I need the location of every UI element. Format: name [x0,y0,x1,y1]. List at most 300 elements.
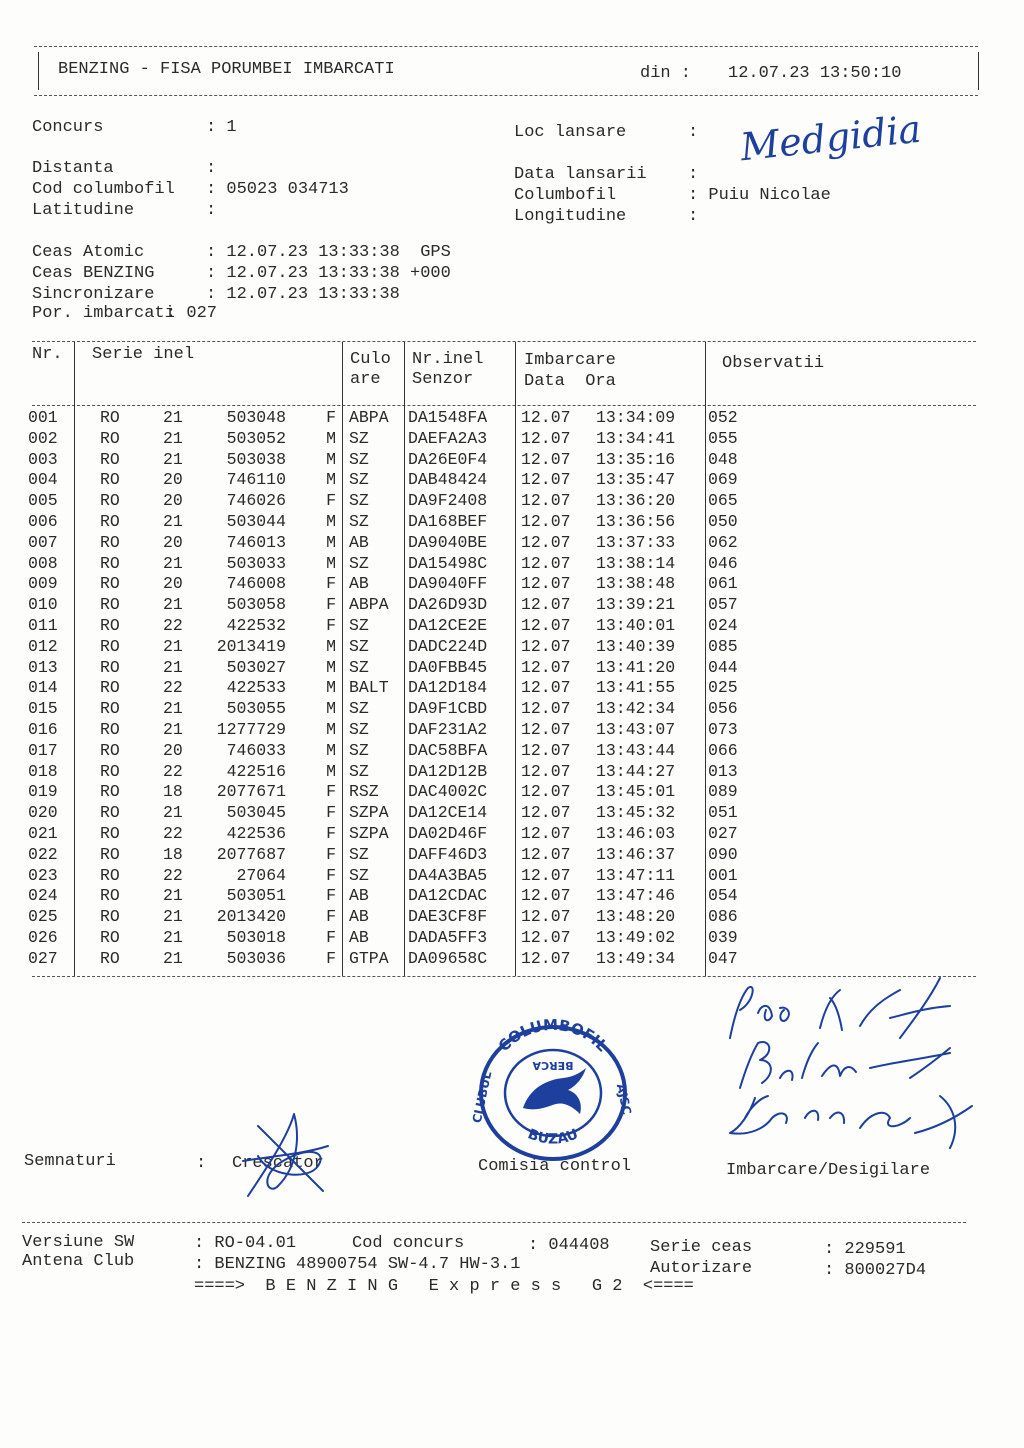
cell-time: 13:49:34 [596,948,676,968]
distanta-label: Distanta [32,159,114,178]
cell-sensor: DAC58BFA [408,740,488,760]
ceas-benzing-label: Ceas BENZING [32,264,155,283]
cell-time: 13:36:56 [596,512,676,531]
cell-nr: 008 [28,553,58,573]
cell-ring: 27064 [236,865,286,885]
cell-ring: 746013 [226,532,286,552]
th-culoare-1: Culo [350,350,391,369]
cell-obs: 057 [708,595,738,615]
cell-color: SZPA [349,824,389,843]
ceas-atomic-value: : 12.07.23 13:33:38 GPS [206,243,451,262]
cell-sensor: DADA5FF3 [408,928,488,947]
cell-color: GTPA [349,948,389,968]
cell-sensor: DA26D93D [408,595,488,615]
cell-time: 13:35:47 [596,470,676,490]
cell-color: SZ [349,844,369,864]
cell-color: SZ [349,512,369,531]
cell-color: SZ [349,657,369,677]
table-row [0,866,760,887]
cell-date: 12.07 [521,595,571,615]
cell-obs: 052 [708,408,738,427]
cell-nr: 003 [28,449,58,469]
cod-columbofil-label: Cod columbofil [32,180,175,199]
cell-year: 21 [163,699,183,719]
cell-time: 13:47:46 [596,886,676,906]
cell-obs: 046 [708,553,738,573]
cell-sex: M [326,678,336,698]
cell-ring: 503033 [226,553,286,573]
cell-ring: 422532 [226,616,286,635]
table-row [0,429,760,450]
cell-time: 13:36:20 [596,491,676,511]
table-row [0,741,760,762]
longitudine-value: : [688,207,699,226]
cell-sex: M [326,761,336,781]
imbarcare-signatures [710,968,980,1158]
cell-date: 12.07 [521,636,571,656]
cell-year: 20 [163,470,183,490]
cell-sex: M [326,470,336,490]
data-lansarii-label: Data lansarii [514,165,647,184]
cod-columbofil-value: : 05023 034713 [206,180,349,199]
cell-color: SZ [349,553,369,573]
cell-color: SZ [349,428,369,448]
cell-color: SZ [349,740,369,760]
cell-country: RO [100,657,120,677]
cell-ring: 746008 [226,574,286,594]
cell-date: 12.07 [521,657,571,677]
cell-color: SZ [349,699,369,719]
cell-sensor: DA9F2408 [408,491,488,511]
table-row [0,450,760,471]
cell-sex: F [326,886,336,906]
cell-sex: M [326,636,336,656]
cell-date: 12.07 [521,678,571,698]
cell-year: 22 [163,678,183,698]
footer-top-border [22,1222,966,1223]
table-header-border [32,405,976,406]
header-left-border [38,52,39,90]
cell-time: 13:48:20 [596,907,676,927]
cell-nr: 001 [28,408,58,427]
cell-sex: F [326,616,336,635]
cell-nr: 015 [28,699,58,719]
table-row [0,803,760,824]
cell-ring: 503058 [226,595,286,615]
cell-color: SZ [349,616,369,635]
stamp-inner-text: BERCA [532,1059,574,1072]
ceas-atomic-label: Ceas Atomic [32,243,145,262]
cell-sensor: DA09658C [408,948,488,968]
cell-ring: 422516 [226,761,286,781]
cell-nr: 017 [28,740,58,760]
antena-value: : BENZING 48900754 SW-4.7 HW-3.1 [194,1255,521,1274]
cell-date: 12.07 [521,491,571,511]
table-row [0,824,760,845]
club-stamp [468,1018,638,1168]
por-imbarcati-value: : 027 [166,304,218,323]
ceas-benzing-value: : 12.07.23 13:33:38 +000 [206,264,451,283]
data-lansarii-value: : [688,165,699,184]
cell-color: RSZ [349,782,379,802]
cell-time: 13:41:55 [596,678,676,698]
cell-sex: F [326,595,336,615]
header-top-border [34,46,978,47]
cell-time: 13:41:20 [596,657,676,677]
cell-nr: 005 [28,491,58,511]
cell-date: 12.07 [521,428,571,448]
cell-sensor: DAEFA2A3 [408,428,488,448]
cell-ring: 746110 [226,470,286,490]
cell-color: SZ [349,470,369,490]
cell-sensor: DAC4002C [408,782,488,802]
cell-date: 12.07 [521,699,571,719]
imbarcare-label: Imbarcare/Desigilare [726,1161,931,1180]
cell-country: RO [100,740,120,760]
latitudine-label: Latitudine [32,201,135,220]
header-bottom-border [34,95,978,96]
cell-sensor: DA9040BE [408,532,488,552]
cell-nr: 010 [28,595,58,615]
cell-year: 22 [163,824,183,843]
table-row [0,699,760,720]
cell-date: 12.07 [521,948,571,968]
cell-nr: 023 [28,865,58,885]
cell-date: 12.07 [521,886,571,906]
cell-time: 13:39:21 [596,595,676,615]
cell-nr: 006 [28,512,58,531]
cell-sex: M [326,532,336,552]
cell-color: AB [349,574,369,594]
cell-sex: F [326,824,336,843]
cell-country: RO [100,720,120,739]
cell-ring: 503038 [226,449,286,469]
cell-nr: 021 [28,824,58,843]
cell-sex: F [326,948,336,968]
cell-nr: 025 [28,907,58,927]
cell-sensor: DADC224D [408,636,488,656]
stamp-left-text: CLUBUL [469,1070,495,1125]
cell-country: RO [100,491,120,511]
cell-time: 13:44:27 [596,761,676,781]
cell-obs: 085 [708,636,738,656]
cell-ring: 422533 [226,678,286,698]
cell-nr: 012 [28,636,58,656]
cell-nr: 026 [28,928,58,947]
cell-sensor: DA168BEF [408,512,488,531]
cell-date: 12.07 [521,449,571,469]
cell-nr: 002 [28,428,58,448]
cell-ring: 503018 [226,928,286,947]
cell-sex: F [326,907,336,927]
cell-color: SZ [349,761,369,781]
cell-sex: F [326,782,336,802]
cell-obs: 065 [708,491,738,511]
cell-time: 13:35:16 [596,449,676,469]
cell-sex: M [326,553,336,573]
stamp-top-text: COLUMBOFIL [494,1018,612,1056]
cell-ring: 503055 [226,699,286,719]
cell-obs: 051 [708,803,738,823]
cell-ring: 503052 [226,428,286,448]
cell-year: 20 [163,574,183,594]
cell-time: 13:38:14 [596,553,676,573]
cell-obs: 073 [708,720,738,739]
cell-year: 20 [163,532,183,552]
cell-country: RO [100,595,120,615]
cell-color: SZ [349,636,369,656]
cell-sensor: DA15498C [408,553,488,573]
cell-time: 13:45:32 [596,803,676,823]
header-right-border [978,52,979,90]
cell-obs: 050 [708,512,738,531]
th-serie: Serie inel [92,345,195,364]
autorizare-label: Autorizare [650,1259,753,1278]
cell-sensor: DAFF46D3 [408,844,488,864]
semnaturi-label: Semnaturi [24,1152,116,1171]
cell-nr: 011 [28,616,58,635]
crescator-signature [228,1106,338,1206]
cell-country: RO [100,761,120,781]
cell-color: SZPA [349,803,389,823]
cell-time: 13:40:01 [596,616,676,635]
cell-date: 12.07 [521,532,571,552]
cell-year: 21 [163,657,183,677]
cell-sex: M [326,449,336,469]
cell-sensor: DAB48424 [408,470,488,490]
cell-sex: M [326,428,336,448]
table-row [0,678,760,699]
cell-date: 12.07 [521,761,571,781]
cell-ring: 503027 [226,657,286,677]
cell-sensor: DA02D46F [408,824,488,843]
cell-ring: 2077687 [216,844,286,864]
cell-date: 12.07 [521,803,571,823]
table-row [0,616,760,637]
cell-year: 21 [163,428,183,448]
cell-ring: 746026 [226,491,286,511]
cell-sex: F [326,574,336,594]
cell-country: RO [100,449,120,469]
header-din-label: din : [640,64,692,83]
cell-ring: 503044 [226,512,286,531]
cell-ring: 422536 [226,824,286,843]
concurs-label: Concurs [32,118,104,137]
cell-nr: 016 [28,720,58,739]
cell-sensor: DA12D12B [408,761,488,781]
cell-sex: F [326,803,336,823]
table-row [0,949,760,970]
cell-time: 13:38:48 [596,574,676,594]
cell-sensor: DA9F1CBD [408,699,488,719]
table-row [0,554,760,575]
cell-ring: 503036 [226,948,286,968]
cell-country: RO [100,907,120,927]
cell-time: 13:43:07 [596,720,676,739]
cell-sensor: DA12CDAC [408,886,488,906]
cell-obs: 001 [708,865,738,885]
comisia-label: Comisia control [478,1157,632,1176]
table-row [0,491,760,512]
cell-country: RO [100,553,120,573]
header-title: BENZING - FISA PORUMBEI IMBARCATI [58,60,395,79]
cell-country: RO [100,616,120,635]
table-row [0,845,760,866]
cell-obs: 066 [708,740,738,760]
cell-obs: 055 [708,428,738,448]
table-row [0,512,760,533]
cell-obs: 086 [708,907,738,927]
cell-country: RO [100,512,120,531]
cell-sex: F [326,491,336,511]
cell-sex: M [326,699,336,719]
loc-lansare-value: : [688,123,699,142]
cell-color: AB [349,532,369,552]
cell-date: 12.07 [521,740,571,760]
cell-color: SZ [349,865,369,885]
table-row [0,928,760,949]
cell-obs: 069 [708,470,738,490]
cell-year: 21 [163,720,183,739]
table-row [0,595,760,616]
cell-time: 13:46:37 [596,844,676,864]
cell-sensor: DA12CE14 [408,803,488,823]
cell-ring: 2013420 [216,907,286,927]
cell-obs: 039 [708,928,738,947]
cell-ring: 503051 [226,886,286,906]
table-row [0,658,760,679]
th-imbarcare-1: Imbarcare [524,351,616,370]
table-row [0,408,760,429]
columbofil-value: : Puiu Nicolae [688,186,831,205]
cell-country: RO [100,865,120,885]
cell-year: 21 [163,595,183,615]
cell-time: 13:49:02 [596,928,676,947]
table-row [0,886,760,907]
cell-sensor: DA12CE2E [408,616,488,635]
cell-nr: 014 [28,678,58,698]
cell-year: 22 [163,865,183,885]
cell-nr: 007 [28,532,58,552]
distanta-value: : [206,159,217,178]
cell-date: 12.07 [521,574,571,594]
semnaturi-colon: : [196,1154,207,1173]
cell-date: 12.07 [521,782,571,802]
table-row [0,907,760,928]
cell-sensor: DA9040FF [408,574,488,594]
cod-concurs-value: : 044408 [528,1236,610,1255]
sincronizare-value: : 12.07.23 13:33:38 [206,285,400,304]
cell-sex: F [326,865,336,885]
serie-ceas-label: Serie ceas [650,1238,753,1257]
versiune-value: : RO-04.01 [194,1234,297,1253]
th-nr: Nr. [32,345,63,364]
cell-color: AB [349,886,369,906]
cell-year: 22 [163,761,183,781]
table-row [0,533,760,554]
cell-time: 13:42:34 [596,699,676,719]
cell-sex: M [326,657,336,677]
cell-obs: 027 [708,824,738,843]
cell-country: RO [100,803,120,823]
cell-obs: 048 [708,449,738,469]
cell-ring: 1277729 [216,720,286,739]
cell-obs: 061 [708,574,738,594]
cell-sex: M [326,720,336,739]
cell-country: RO [100,470,120,490]
cell-time: 13:45:01 [596,782,676,802]
cell-year: 21 [163,636,183,656]
cell-date: 12.07 [521,844,571,864]
benzing-banner: ====> B E N Z I N G E x p r e s s G 2 <==== [194,1277,694,1296]
cell-sensor: DAE3CF8F [408,907,488,927]
cell-sex: M [326,740,336,760]
sincronizare-label: Sincronizare [32,285,155,304]
table-row [0,470,760,491]
table-top-border [32,341,976,342]
cell-time: 13:47:11 [596,865,676,885]
cell-year: 20 [163,491,183,511]
cell-nr: 022 [28,844,58,864]
th-culoare-2: are [350,370,381,389]
cell-time: 13:34:41 [596,428,676,448]
th-imbarcare-2: Data Ora [524,372,616,391]
cell-date: 12.07 [521,470,571,490]
cell-country: RO [100,699,120,719]
cell-country: RO [100,844,120,864]
cell-obs: 044 [708,657,738,677]
cell-date: 12.07 [521,553,571,573]
cell-obs: 013 [708,761,738,781]
cell-color: ABPA [349,408,389,427]
table-row [0,574,760,595]
cell-country: RO [100,574,120,594]
cell-year: 21 [163,512,183,531]
loc-lansare-label: Loc lansare [514,123,627,142]
th-senzor-2: Senzor [412,370,474,389]
cell-date: 12.07 [521,408,571,427]
cell-nr: 024 [28,886,58,906]
cell-time: 13:40:39 [596,636,676,656]
cell-sensor: DA0FBB45 [408,657,488,677]
concurs-value: : 1 [206,118,237,137]
cell-color: AB [349,928,369,947]
cell-ring: 503048 [226,408,286,427]
table-row [0,762,760,783]
cell-sensor: DAF231A2 [408,720,488,739]
cell-time: 13:46:03 [596,824,676,843]
cell-color: SZ [349,720,369,739]
cell-ring: 746033 [226,740,286,760]
cell-nr: 009 [28,574,58,594]
cell-country: RO [100,782,120,802]
table-row [0,637,760,658]
cell-year: 21 [163,928,183,947]
cell-obs: 062 [708,532,738,552]
cell-country: RO [100,678,120,698]
loc-handwritten: Medgidia [738,106,924,170]
cell-obs: 047 [708,948,738,968]
cod-concurs-label: Cod concurs [352,1234,465,1253]
cell-date: 12.07 [521,824,571,843]
cell-sex: F [326,844,336,864]
table-row [0,782,760,803]
cell-sensor: DA12D184 [408,678,488,698]
cell-obs: 024 [708,616,738,635]
cell-time: 13:34:09 [596,408,676,427]
cell-year: 20 [163,740,183,760]
cell-obs: 054 [708,886,738,906]
